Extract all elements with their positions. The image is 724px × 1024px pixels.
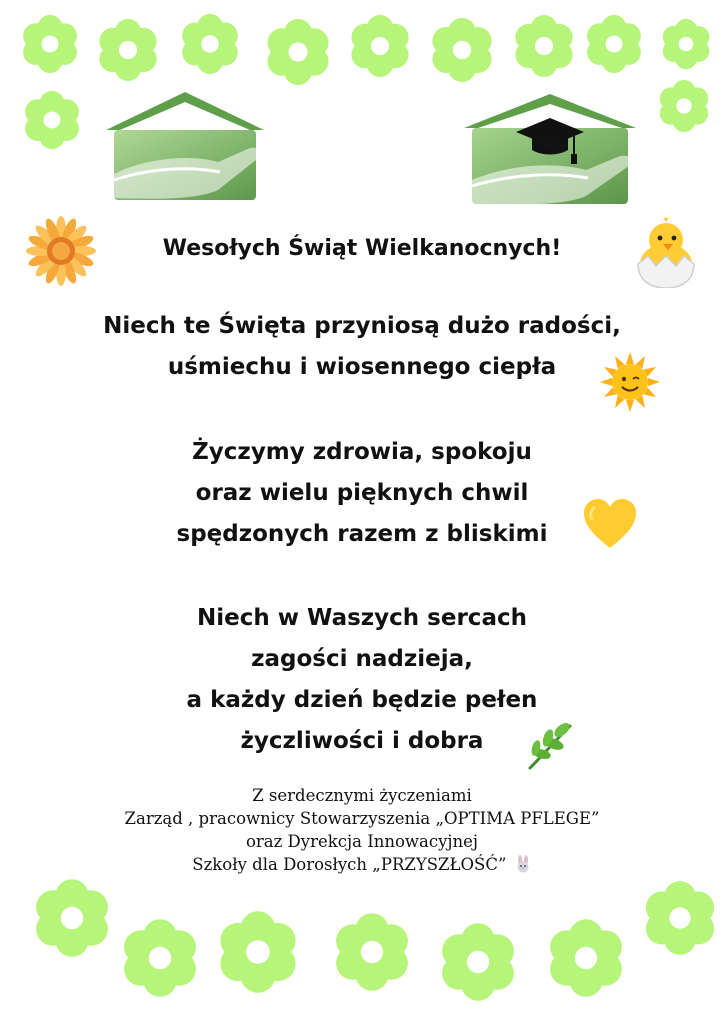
flower-decoration — [351, 15, 408, 77]
flower-decoration — [442, 923, 514, 1001]
flower-decoration — [124, 919, 196, 997]
signature — [0, 784, 724, 876]
signature-line: Zarząd , pracownicy Stowarzyszenia „OPTIMA PFLEGE” — [124, 809, 600, 828]
yellow-heart-icon — [582, 498, 638, 550]
flower-decoration — [432, 18, 491, 82]
flower-decoration — [36, 879, 108, 957]
house-hand-icon — [100, 88, 270, 206]
flower-decoration — [663, 19, 710, 69]
wish-line: uśmiechu i wiosennego ciepła — [167, 354, 557, 380]
wish-line: Niech w Waszych sercach — [197, 605, 527, 631]
wish-line: zagości nadzieja, — [251, 646, 473, 672]
signature-line — [0, 853, 724, 876]
flower-decoration — [25, 91, 79, 149]
wish-block-3 — [0, 598, 724, 762]
wish-line: Niech te Święta przyniosą dużo radości, — [103, 313, 621, 339]
flower-decoration — [268, 19, 329, 85]
wish-line: a każdy dzień będzie pełen — [186, 687, 538, 713]
signature-line: Z serdecznymi życzeniami — [252, 786, 472, 805]
wish-line: Życzymy zdrowia, spokoju — [192, 439, 532, 465]
flower-decoration — [23, 15, 77, 73]
flower-decoration — [660, 80, 708, 132]
flower-decoration — [515, 15, 572, 77]
rabbit-face-icon — [514, 855, 532, 873]
flower-decoration — [646, 881, 714, 955]
flower-decoration — [220, 911, 295, 992]
flower-decoration — [182, 14, 238, 74]
flower-decoration — [336, 913, 408, 991]
wish-line: życzliwości i dobra — [240, 728, 484, 754]
wish-line: oraz wielu pięknych chwil — [195, 480, 529, 506]
wish-line: spędzonych razem z bliskimi — [176, 521, 548, 547]
signature-school-name: Szkoły dla Dorosłych „PRZYSZŁOŚĆ” — [192, 855, 507, 874]
flower-decoration — [587, 15, 641, 73]
herb-icon — [524, 720, 576, 772]
house-hand-graduation-cap-icon — [460, 92, 640, 210]
sun-face-icon — [598, 350, 662, 414]
greeting-title: Wesołych Świąt Wielkanocnych! — [162, 236, 562, 261]
flower-decoration — [99, 19, 156, 81]
flower-decoration — [550, 919, 622, 997]
signature-line: oraz Dyrekcja Innowacyjnej — [245, 832, 479, 851]
